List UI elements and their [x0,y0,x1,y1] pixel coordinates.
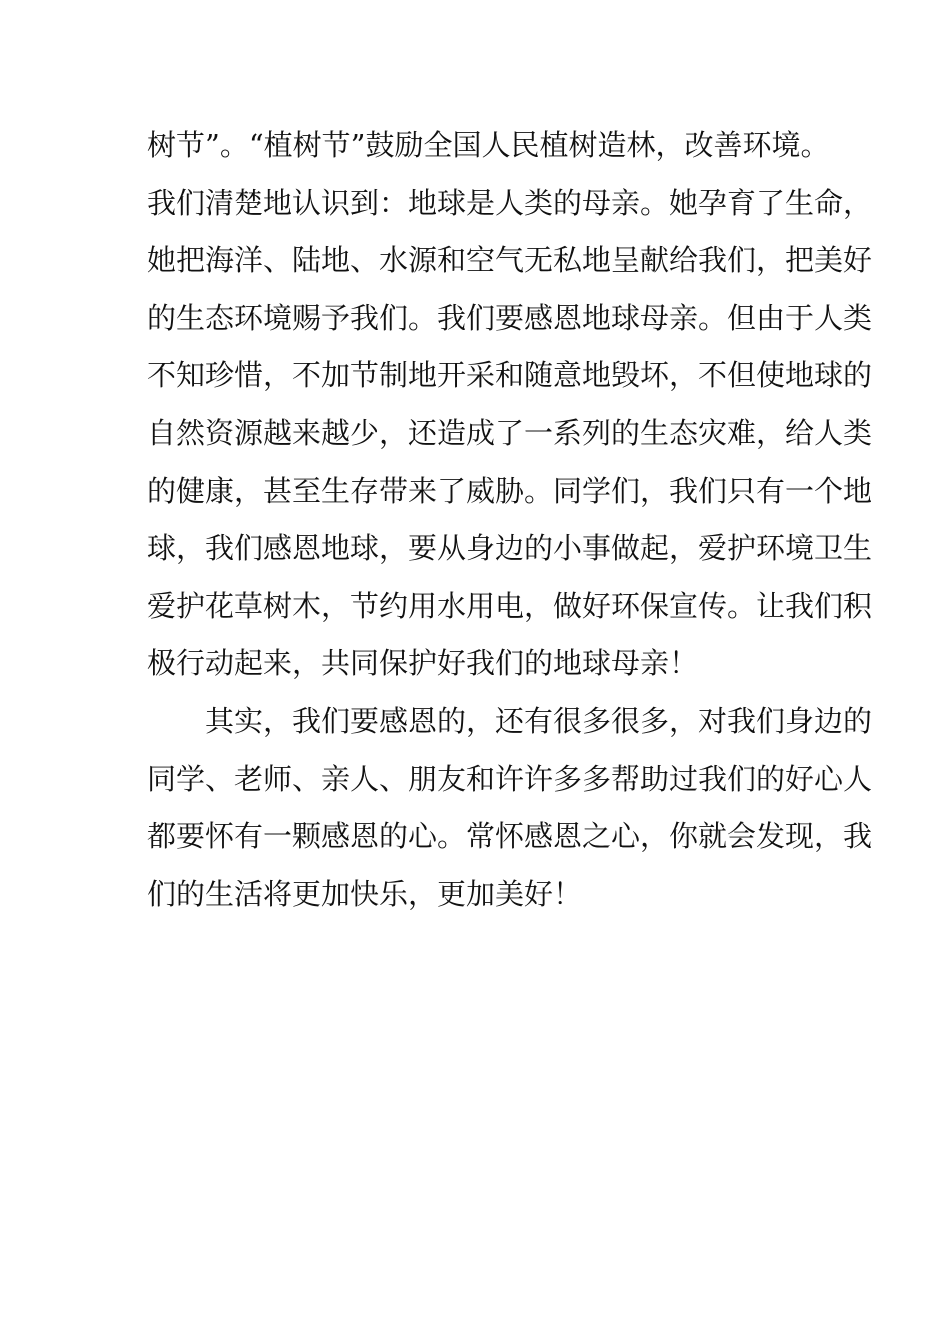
paragraph-line: 们的生活将更加快乐，更加美好！ [147,876,583,911]
paragraph-line: 爱护花草树木，节约用水用电，做好环保宣传。让我们积 [147,588,873,623]
document-body [147,117,873,923]
paragraph-line: 其实，我们要感恩的，还有很多很多，对我们身边的 [205,703,873,738]
paragraph-line: 极行动起来，共同保护好我们的地球母亲！ [147,646,699,681]
paragraph-line: 同学、老师、亲人、朋友和许许多多帮助过我们的好心人 [147,761,873,796]
paragraph-2 [147,693,873,923]
paragraph-line: 我们清楚地认识到：地球是人类的母亲。她孕育了生命， [147,185,873,220]
paragraph-line: 都要怀有一颗感恩的心。常怀感恩之心，你就会发现，我 [147,819,873,854]
paragraph-line: 自然资源越来越少，还造成了一系列的生态灾难，给人类 [147,415,873,450]
paragraph-line: 的生态环境赐予我们。我们要感恩地球母亲。但由于人类 [147,300,873,335]
paragraph-line: 球，我们感恩地球，要从身边的小事做起，爱护环境卫生 [147,531,873,566]
paragraph-line: 她把海洋、陆地、水源和空气无私地呈献给我们，把美好 [147,243,873,278]
paragraph-line: 的健康，甚至生存带来了威胁。同学们，我们只有一个地 [147,473,873,508]
paragraph-line: 树节”。“植树节”鼓励全国人民植树造林，改善环境。 [147,128,830,162]
paragraph-1 [147,117,873,693]
paragraph-line: 不知珍惜，不加节制地开采和随意地毁坏，不但使地球的 [147,358,873,393]
